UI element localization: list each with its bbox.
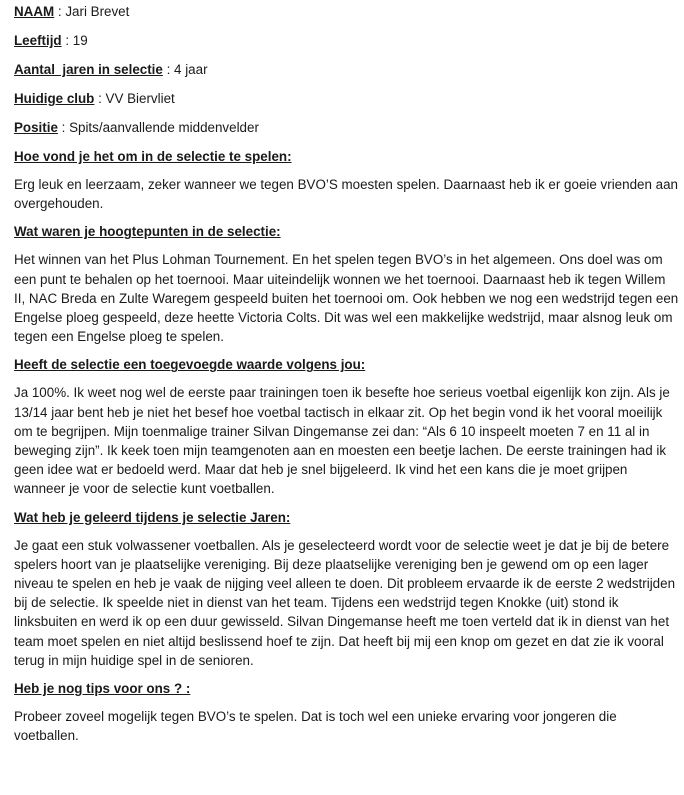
field-value: Jari Brevet — [65, 4, 130, 19]
field-separator: : — [162, 62, 175, 77]
answer-paragraph: Het winnen van het Plus Lohman Tournement. En het spelen tegen BVO’s in het algemeen. Ons doel was om een punt te behalen op het toernooi. Maar uiteindelijk wonnen we het toernooi. Daarnaast heb ik tegen Willem II, NAC Breda en Zulte Waregem gespeeld buiten het toernooi om. Ook hebben we nog een wedstrijd tegen een Engelse ploeg gespeeld, deze heette Victoria Colts. Dit was wel een makkelijke wedstrijd, maar alsnog leuk om tegen een Engelse ploeg te spelen. — [14, 252, 679, 345]
field-huidige-club — [14, 90, 679, 108]
field-label: Huidige club — [14, 91, 95, 106]
question-heading: Hoe vond je het om in de selectie te spelen: — [14, 149, 292, 164]
field-value: VV Biervliet — [105, 91, 175, 106]
field-positie — [14, 119, 679, 137]
answer-paragraph: Ja 100%. Ik weet nog wel de eerste paar trainingen toen ik besefte hoe serieus voetbal eigenlijk kon zijn. Als je 13/14 jaar bent heb je niet het besef hoe voetbal tactisch in elkaar zit. Op het begin vond ik het vooral moeilijk om te begrijpen. Mijn toenmalige trainer Silvan Dingemanse zei dan: “Als 6 10 inspeelt moeten 7 en 11 al in beweging zijn”. Ik keek toen mijn teamgenoten aan en moesten een beetje lachen. De eerste trainingen had ik geen idee wat er bedoeld werd. Maar dat heb je snel bijgeleerd. Ik vind het een kans die je moet grijpen wanneer je voor de selectie kunt voetballen. — [14, 385, 670, 497]
field-separator: : — [57, 120, 70, 135]
answer-paragraph: Probeer zoveel mogelijk tegen BVO’s te spelen. Dat is toch wel een unieke ervaring voor jongeren die voetballen. — [14, 709, 617, 744]
field-label: Aantal jaren in selectie — [14, 62, 163, 77]
field-separator: : — [61, 33, 73, 48]
field-leeftijd — [14, 32, 679, 50]
question-heading: Wat heb je geleerd tijdens je selectie Jaren: — [14, 509, 291, 525]
field-value: 4 jaar — [174, 62, 208, 77]
field-aantal-jaren — [14, 61, 679, 79]
field-naam — [14, 3, 679, 21]
field-label: Positie — [14, 120, 58, 135]
field-separator: : — [54, 4, 66, 19]
interview-document — [14, 3, 679, 755]
question-heading: Wat waren je hoogtepunten in de selectie: — [14, 224, 281, 240]
answer-paragraph: Erg leuk en leerzaam, zeker wanneer we tegen BVO’S moesten spelen. Daarnaast heb ik er goeie vrienden aan overgehouden. — [14, 177, 678, 212]
field-label: NAAM — [14, 4, 55, 19]
question-heading: Heeft de selectie een toegevoegde waarde volgens jou: — [14, 357, 366, 373]
field-label: Leeftijd — [14, 33, 62, 48]
field-value: Spits/aanvallende middenvelder — [69, 120, 259, 135]
field-separator: : — [94, 91, 106, 106]
question-heading: Heb je nog tips voor ons ? : — [14, 681, 191, 697]
answer-paragraph: Je gaat een stuk volwassener voetballen. Als je geselecteerd wordt voor de selectie weet je dat je bij de betere spelers hoort van je plaatselijke vereniging. Bij deze plaatselijke vereniging ben je gewend om op een lager niveau te spelen en heb je vaak de nijging veel alleen te doen. Dit probleem ervaarde ik de eerste 2 wedstrijden bij de selectie. Ik speelde niet in dienst van het team. Tijdens een wedstrijd tegen Knokke (uit) stond ik linksbuiten en werd ik op een duur gewisseld. Silvan Dingemanse heeft me toen verteld dat ik in dienst van het team moet spelen en niet altijd beslissend hoef te zijn. Dat heeft bij mij een knop om gezet en dat zie ik vooral terug in mijn huidige spel in de senioren. — [14, 537, 676, 668]
field-value: 19 — [72, 33, 88, 48]
